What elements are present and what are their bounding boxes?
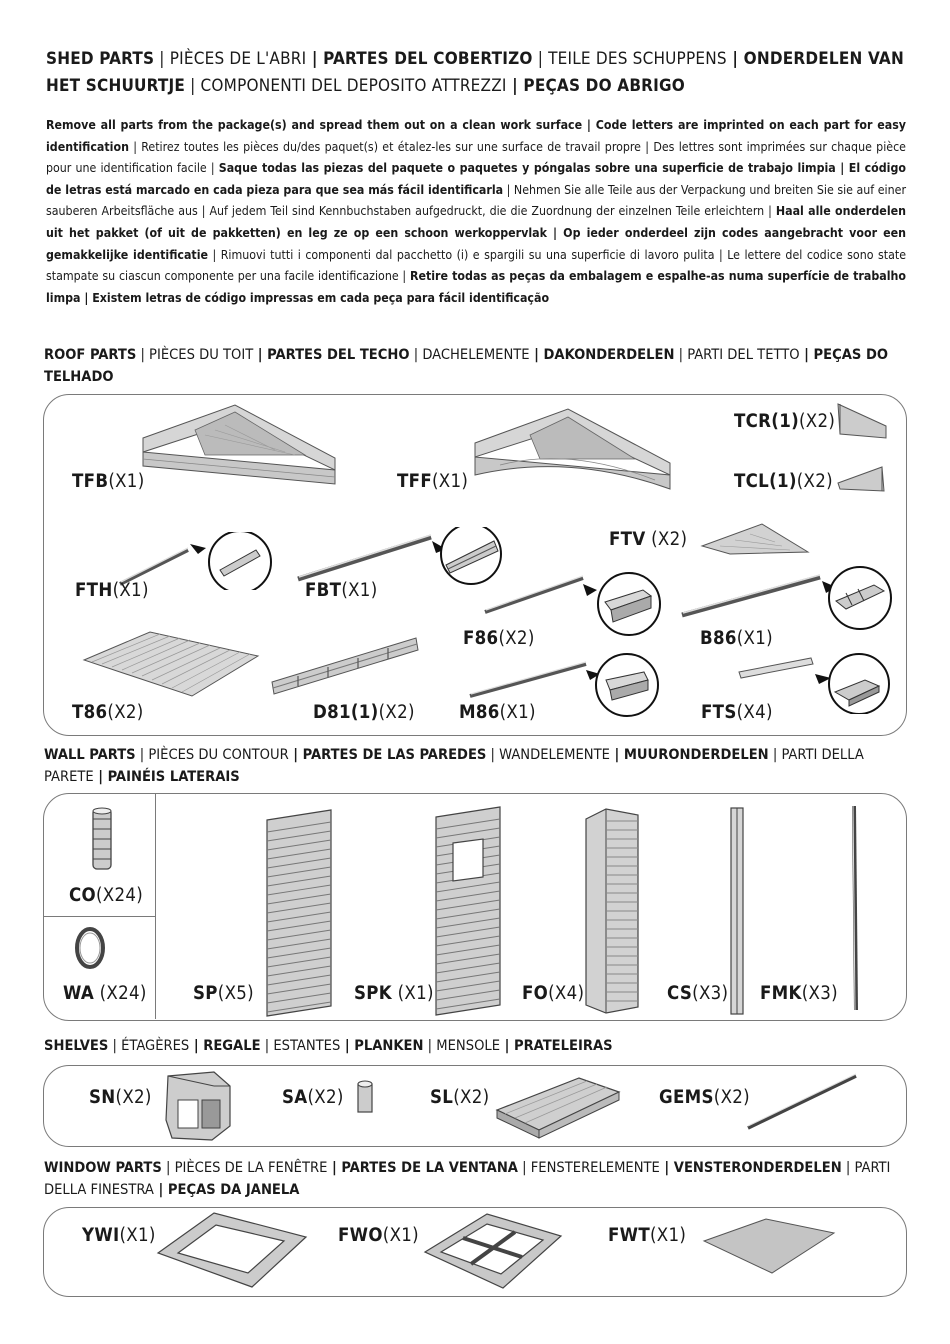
shelves-heading: SHELVES | ÉTAGÈRES | REGALE | ESTANTES | PLANKEN | MENSOLE | PRATELEIRAS — [44, 1037, 613, 1054]
part-label-tfb: TFB(X1) — [72, 471, 145, 492]
part-label-sl: SL(X2) — [430, 1087, 490, 1108]
spk-window-panel-illustration — [433, 805, 503, 1017]
part-label-co: CO(X24) — [69, 885, 144, 906]
part-label-sp: SP(X5) — [193, 983, 254, 1004]
part-label-cs: CS(X3) — [667, 983, 729, 1004]
part-label-d81: D81(1)(X2) — [313, 702, 415, 723]
tcr-corner-illustration — [836, 402, 892, 440]
part-label-t86: T86(X2) — [72, 702, 144, 723]
tff-gable-front-illustration — [470, 405, 675, 497]
co-connector-illustration — [88, 805, 116, 873]
gems-rod-illustration — [744, 1072, 862, 1132]
page-title: SHED PARTS | PIÈCES DE L'ABRI | PARTES DEL COBERTIZO | TEILE DES SCHUPPENS | ONDERDELEN VAN HET SCHUURTJE | COMPONENTI DEL DEPOSITO ATTREZZI | PEÇAS DO ABRIGO — [46, 49, 904, 96]
part-label-spk: SPK (X1) — [354, 983, 434, 1004]
part-label-fwo: FWO(X1) — [338, 1225, 419, 1246]
sp-wall-panel-illustration — [264, 808, 334, 1018]
window-parts-heading: WINDOW PARTS | PIÈCES DE LA FENÊTRE | PARTES DE LA VENTANA | FENSTERELEMENTE | VENSTERONDERDELEN | PARTI DELLA FINESTRA | PEÇAS DA JANELA — [44, 1159, 891, 1198]
b86-bar-illustration — [680, 565, 895, 630]
ywi-window-frame-illustration — [156, 1211, 308, 1291]
sa-cap-illustration — [355, 1080, 375, 1116]
part-label-sn: SN(X2) — [89, 1087, 152, 1108]
tcl-corner-illustration — [836, 463, 888, 495]
part-label-wa: WA (X24) — [63, 983, 147, 1004]
part-label-ywi: YWI(X1) — [82, 1225, 156, 1246]
part-label-fo: FO(X4) — [522, 983, 585, 1004]
fmk-rod-illustration — [848, 804, 862, 1014]
fbt-bar-illustration — [296, 527, 506, 585]
part-label-fwt: FWT(X1) — [608, 1225, 687, 1246]
part-label-fbt: FBT(X1) — [305, 580, 378, 601]
part-label-m86: M86(X1) — [459, 702, 536, 723]
part-label-ftv: FTV (X2) — [609, 529, 688, 550]
ftv-triangle-illustration — [700, 522, 810, 558]
part-label-tcl: TCL(1)(X2) — [734, 471, 833, 492]
part-label-gems: GEMS(X2) — [659, 1087, 750, 1108]
fwo-window-sash-illustration — [423, 1212, 563, 1292]
part-label-tff: TFF(X1) — [397, 471, 469, 492]
part-label-b86: B86(X1) — [700, 628, 773, 649]
sl-shelf-board-illustration — [493, 1076, 623, 1142]
part-label-tcr: TCR(1)(X2) — [734, 411, 836, 432]
part-label-fts: FTS(X4) — [701, 702, 773, 723]
wa-washer-illustration — [74, 925, 106, 971]
t86-roof-panel-illustration — [80, 630, 260, 700]
part-label-f86: F86(X2) — [463, 628, 535, 649]
instructions-paragraph: Remove all parts from the package(s) and spread them out on a clean work surface | Code letters are imprinted on each part for easy identification | Retirez toutes les pièces du/des paquet(s) et étalez-les sur une surface de travail propre | Des lettres sont imprimées sur chaque pièce pour une identification facile | Saque todas las piezas del paquete o paquetes y póngalas sobre una superficie de trabajo limpia | El código de letras está marcado en cada pieza para que sea más fácil identificarla | Nehmen Sie alle Teile aus der Verpackung und breiten Sie sie auf einer sauberen Arbeitsfläche aus | Auf jedem Teil sind Kennbuchstaben aufgedruckt, die die Zuordnung der einzelnen Teile erleichtern | Haal alle onderdelen uit het pakket (of uit de pakketten) en leg ze op een schoon werkoppervlak | Op ieder onderdeel zijn codes aangebracht voor een gemakkelijke identificatie | Rimuovi tutti i componenti dal pacchetto (i) e spargili su una superficie di lavoro pulita | Le lettere del codice sono state stampate su ciascun componente per una facile identificazione | Retire todas as peças da embalagem e espalhe-as numa superfície de trabalho limpa | Existem letras de código impressas em cada peça para fácil identificação — [46, 118, 906, 305]
wall-parts-heading: WALL PARTS | PIÈCES DU CONTOUR | PARTES DE LAS PAREDES | WANDELEMENTE | MUURONDERDELEN | PARTI DELLA PARETE | PAINÉIS LATERAIS — [44, 746, 864, 785]
part-label-fth: FTH(X1) — [75, 580, 149, 601]
fo-corner-post-illustration — [582, 805, 642, 1017]
wall-panel-divider-vertical — [155, 794, 156, 1019]
part-label-sa: SA(X2) — [282, 1087, 344, 1108]
part-label-fmk: FMK(X3) — [760, 983, 838, 1004]
tfb-gable-back-illustration — [135, 400, 345, 495]
roof-parts-heading: ROOF PARTS | PIÈCES DU TOIT | PARTES DEL TECHO | DACHELEMENTE | DAKONDERDELEN | PARTI DEL TETTO | PEÇAS DO TELHADO — [44, 346, 889, 385]
sn-shelf-bracket-illustration — [162, 1070, 234, 1142]
cs-post-illustration — [727, 806, 747, 1016]
wall-panel-divider-horizontal — [44, 916, 155, 917]
fwt-window-pane-illustration — [702, 1217, 836, 1277]
d81-gutter-illustration — [268, 632, 423, 698]
